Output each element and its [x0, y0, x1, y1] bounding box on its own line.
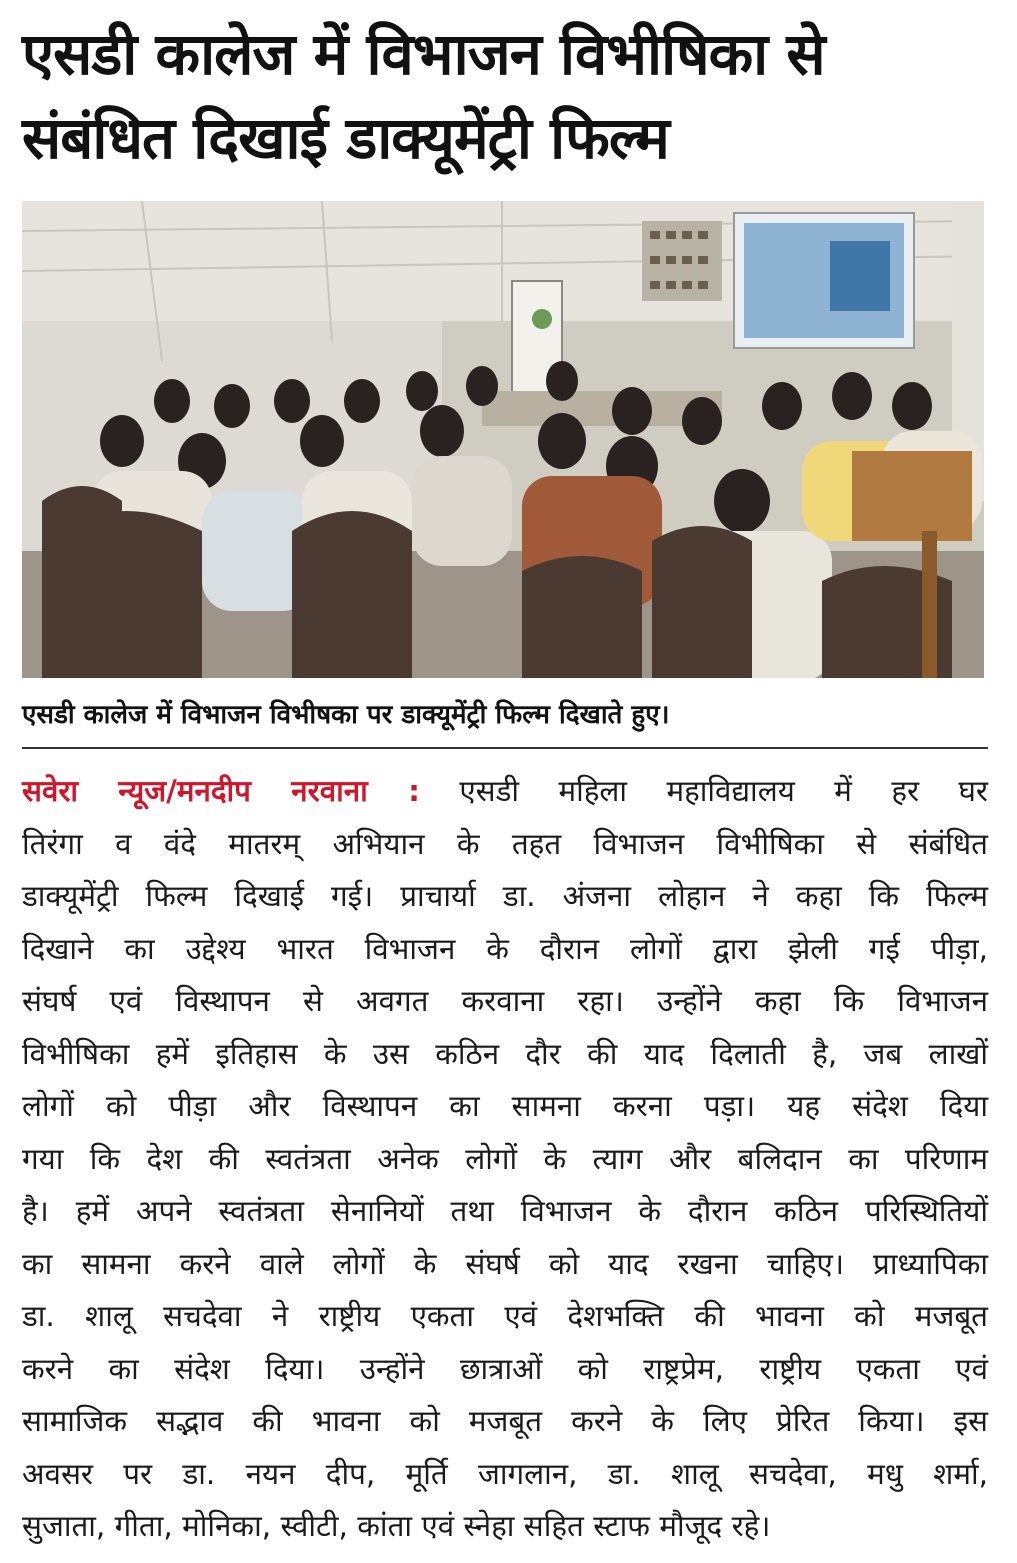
article-line-1-text: एसडी महिला महाविद्यालय में हर घर	[419, 774, 988, 808]
article-line-11: डा. शालू सचदेवा ने राष्ट्रीय एकता एवं देशभक्ति की भावना को मजबूत	[22, 1299, 988, 1333]
article-line-5: संघर्ष एवं विस्थापन से अवगत करवाना रहा। उन्होंने कहा कि विभाजन	[22, 984, 988, 1018]
article-line-7: लोगों को पीड़ा और विस्थापन का सामना करना पड़ा। यह संदेश दिया	[22, 1089, 988, 1123]
article-line-12: करने का संदेश दिया। उन्होंने छात्राओं को राष्ट्रप्रेम, राष्ट्रीय एकता एवं	[22, 1351, 988, 1386]
photo-caption: एसडी कालेज में विभाजन विभीषका पर डाक्यूमेंट्री फिल्म दिखाते हुए।	[22, 700, 670, 730]
article-line-15: सुजाता, गीता, मोनिका, स्वीटी, कांता एवं स्नेहा सहित स्टाफ मौजूद रहे।	[22, 1509, 771, 1543]
headline-line-1: एसडी कालेज में विभाजन विभीषिका से	[22, 20, 825, 88]
article-line-13: सामाजिक सद्भाव की भावना को मजबूत करने के लिए प्रेरित किया। इस	[22, 1404, 988, 1438]
article-line-8: गया कि देश की स्वतंत्रता अनेक लोगों के त्याग और बलिदान का परिणाम	[22, 1141, 988, 1176]
article-line-6: विभीषिका हमें इतिहास के उस कठिन दौर की याद दिलाती है, जब लाखों	[22, 1036, 988, 1071]
headline	[22, 12, 997, 180]
article-line-4: दिखाने का उद्देश्य भारत विभाजन के दौरान लोगों द्वारा झेली गई पीड़ा,	[22, 931, 988, 966]
article-line-2: तिरंगा व वंदे मातरम् अभियान के तहत विभाजन विभीषिका से संबंधित	[22, 826, 988, 861]
article-line-9: है। हमें अपने स्वतंत्रता सेनानियों तथा विभाजन के दौरान कठिन परिस्थितियों	[22, 1194, 988, 1228]
divider	[22, 747, 988, 749]
news-photo	[22, 201, 984, 678]
byline: सवेरा न्यूज/मनदीप नरवाना :	[22, 774, 420, 808]
headline-line-2: संबंधित दिखाई डाक्यूमेंट्री फिल्म	[22, 104, 669, 172]
article-body	[22, 765, 988, 1553]
article-line-14: अवसर पर डा. नयन दीप, मूर्ति जागलान, डा. शालू सचदेवा, मधु शर्मा,	[22, 1456, 988, 1491]
article-line-10: का सामना करने वाले लोगों के संघर्ष को याद रखना चाहिए। प्राध्यापिका	[22, 1246, 988, 1281]
article-line-3: डाक्यूमेंट्री फिल्म दिखाई गई। प्राचार्या डा. अंजना लोहान ने कहा कि फिल्म	[22, 879, 988, 913]
article-line-1	[22, 765, 988, 818]
